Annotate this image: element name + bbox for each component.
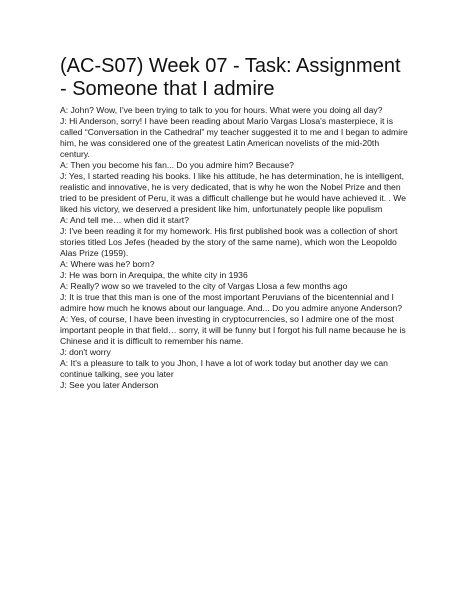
dialogue-line: A: Where was he? born? [60,259,155,269]
dialogue-line: J: He was born in Arequipa, the white city in 1936 [60,270,248,280]
dialogue-line: J: Yes, I started reading his books. I like his attitude, he has determination, he is intelligent, realistic and innovative, he is very dedicated, that is why he won the Nobel Prize and then tried to be president of Peru, it was a difficult challenge but he would have achieved it. . We liked his victory, we deserved a president like him, unfortunately people like populism [60,171,407,214]
document-content [60,55,410,391]
dialogue-line: J: I've been reading it for my homework. His first published book was a collection of short stories titled Los Jefes (headed by the story of the same name), which won the Leopoldo Alas Prize (1959). [60,226,398,258]
dialogue-line: A: It's a pleasure to talk to you Jhon, I have a lot of work today but another day we can continue talking, see you later [60,358,388,379]
dialogue-line: A: Then you become his fan... Do you admire him? Because? [60,160,294,170]
dialogue-line: J: See you later Anderson [60,380,159,390]
dialogue-line: J: don't worry [60,347,111,357]
dialogue [60,105,410,391]
document-title: (AC-S07) Week 07 - Task: Assignment - Someone that I admire [60,55,401,100]
dialogue-line: J: It is true that this man is one of the most important Peruvians of the bicentennial and I admire how much he knows about our language. And... Do you admire anyone Anderson? [60,292,403,313]
dialogue-line: A: Yes, of course, I have been investing in cryptocurrencies, so I admire one of the most important people in that field… sorry, it will be funny but I forgot his full name because he is Chinese and it is difficult to remember his name. [60,314,406,346]
dialogue-line: A: John? Wow, I've been trying to talk to you for hours. What were you doing all day? [60,105,383,115]
dialogue-line: A: And tell me… when did it start? [60,215,189,225]
dialogue-line: J: Hi Anderson, sorry! I have been reading about Mario Vargas Llosa's masterpiece, it is called “Conversation in the Cathedral” my teacher suggested it to me and I began to admire him, he was considered one of the greatest Latin American novelists of the mid-20th century. [60,116,408,159]
dialogue-line: A: Really? wow so we traveled to the city of Vargas Llosa a few months ago [60,281,348,291]
